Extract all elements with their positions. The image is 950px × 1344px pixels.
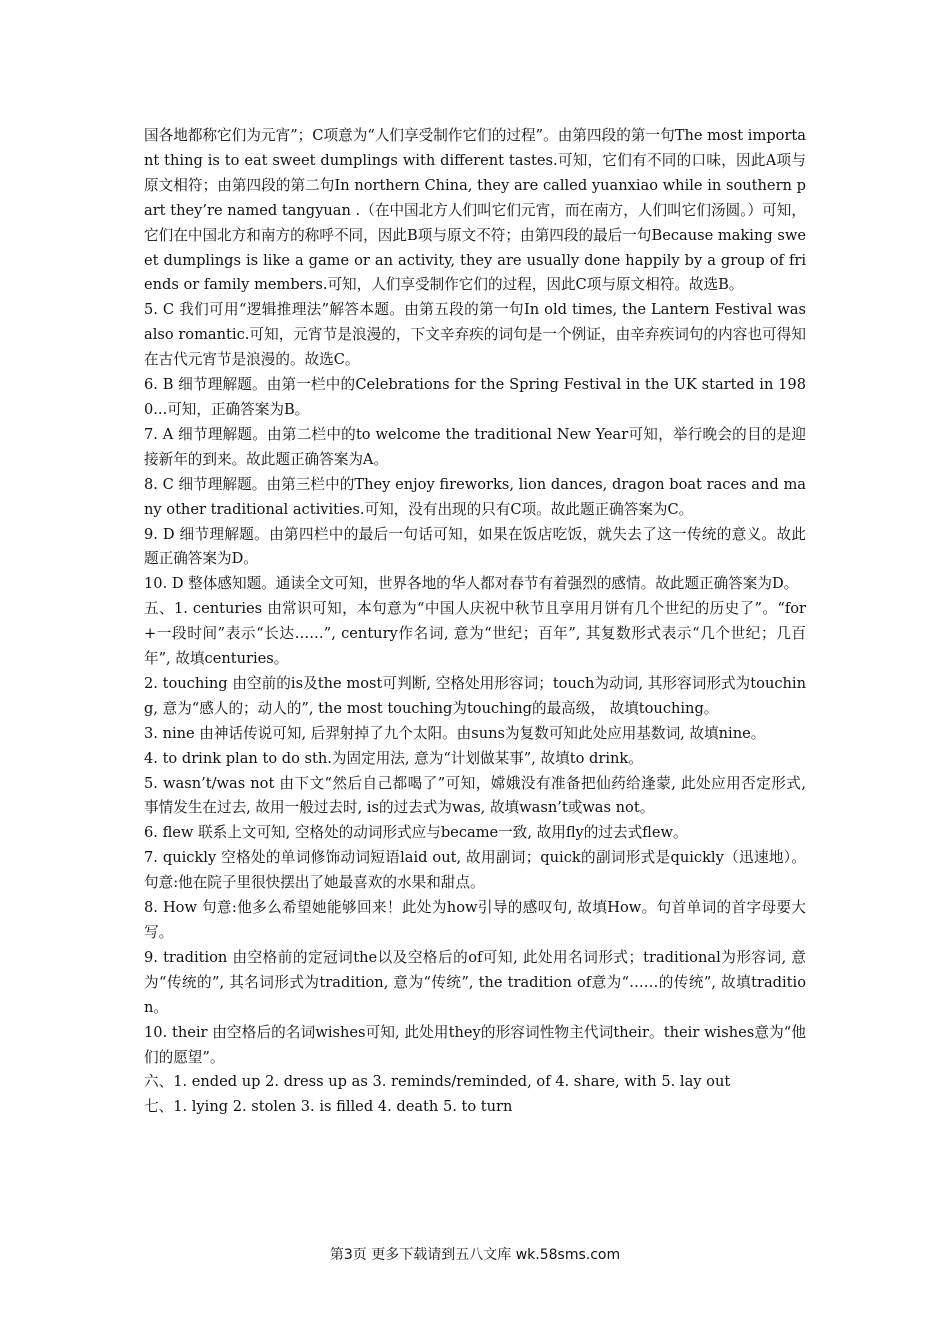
answer-paragraph-7: 7. A 细节理解题。由第二栏中的to welcome the traditional New Year可知，举行晚会的目的是迎接新年的到来。故此题正确答案为A。	[144, 425, 806, 468]
section-6-answers: 六、1. ended up 2. dress up as 3. reminds/reminded, of 4. share, with 5. lay out	[144, 1073, 731, 1091]
section-5-answer-4: 4. to drink plan to do sth.为固定用法, 意为“计划做某事”, 故填to drink。	[144, 749, 643, 767]
section-5-answer-9: 9. tradition 由空格前的定冠词the以及空格后的of可知, 此处用名词形式；traditional为形容词, 意为“传统的”, 其名词形式为tradition, 意为“传统”, the tradition of意为“……的传统”, 故填tradition。	[144, 948, 806, 1016]
section-5-answer-8: 8. How 句意:他多么希望她能够回来！此处为how引导的感叹句, 故填How。句首单词的首字母要大写。	[144, 899, 806, 941]
section-5-answer-2: 2. touching 由空前的is及the most可判断, 空格处用形容词；touch为动词, 其形容词形式为touching, 意为“感人的；动人的”, the most touching为touching的最高级， 故填touching。	[144, 674, 806, 717]
answer-paragraph-10: 10. D 整体感知题。通读全文可知，世界各地的华人都对春节有着强烈的感情。故此题正确答案为D。	[144, 575, 799, 593]
section-5-answer-7: 7. quickly 空格处的单词修饰动词短语laid out, 故用副词；quick的副词形式是quickly（迅速地）。句意:他在院子里很快摆出了她最喜欢的水果和甜点。	[144, 849, 806, 892]
section-5-answer-5: 5. wasn’t/was not 由下文“然后自己都喝了”可知，嫦娥没有准备把仙药给逢蒙, 此处应用否定形式, 事情发生在过去, 故用一般过去时, is的过去式为was, 故填wasn’t或was not。	[144, 774, 806, 817]
section-5-answer-6: 6. flew 联系上文可知, 空格处的动词形式应与became一致, 故用fly的过去式flew。	[144, 824, 688, 842]
answer-paragraph-8: 8. C 细节理解题。由第三栏中的They enjoy fireworks, lion dances, dragon boat races and many other traditional activities.可知，没有出现的只有C项。故此题正确答案为C。	[144, 475, 806, 518]
section-5-answer-3: 3. nine 由神话传说可知, 后羿射掉了九个太阳。由suns为复数可知此处应用基数词, 故填nine。	[144, 724, 766, 742]
section-5-answer-10: 10. their 由空格后的名词wishes可知, 此处用they的形容词性物主代词their。their wishes意为“他们的愿望”。	[144, 1023, 806, 1066]
section-5-answer-1: 五、1. centuries 由常识可知，本句意为“中国人庆祝中秋节且享用月饼有几个世纪的历史了”。“for+一段时间”表示“长达……”, century作名词, 意为“世纪；百年”, 其复数形式表示“几个世纪；几百年”, 故填centuries。	[144, 600, 806, 668]
answer-paragraph-4-continued: 国各地都称它们为元宵”；C项意为“人们享受制作它们的过程”。由第四段的第一句The most important thing is to eat sweet dumplings with different tastes.可知，它们有不同的口味，因此A项与原文相符；由第四段的第二句In northern China, they are called yuanxiao while in southern part they’re named tangyuan .（在中国北方人们叫它们元宵，而在南方，人们叫它们汤圆。）可知，它们在中国北方和南方的称呼不同，因此B项与原文不符；由第四段的最后一句Because making sweet dumplings is like a game or an activity, they are usually done happily by a group of friends or family members.可知，人们享受制作它们的过程，因此C项与原文相符。故选B。	[144, 127, 806, 294]
section-7-answers: 七、1. lying 2. stolen 3. is filled 4. death 5. to turn	[144, 1098, 513, 1116]
page-footer: 第3页 更多下载请到五八文库 wk.58sms.com	[329, 1247, 621, 1263]
document-body	[144, 124, 806, 1120]
answer-paragraph-6: 6. B 细节理解题。由第一栏中的Celebrations for the Spring Festival in the UK started in 1980...可知，正确答案为B。	[144, 376, 806, 418]
answer-paragraph-5: 5. C 我们可用“逻辑推理法”解答本题。由第五段的第一句In old times, the Lantern Festival was also romantic.可知，元宵节是浪漫的，下文辛弃疾的词句是一个例证，由辛弃疾词句的内容也可得知在古代元宵节是浪漫的。故选C。	[144, 301, 806, 369]
answer-paragraph-9: 9. D 细节理解题。由第四栏中的最后一句话可知，如果在饭店吃饭，就失去了这一传统的意义。故此题正确答案为D。	[144, 525, 807, 568]
